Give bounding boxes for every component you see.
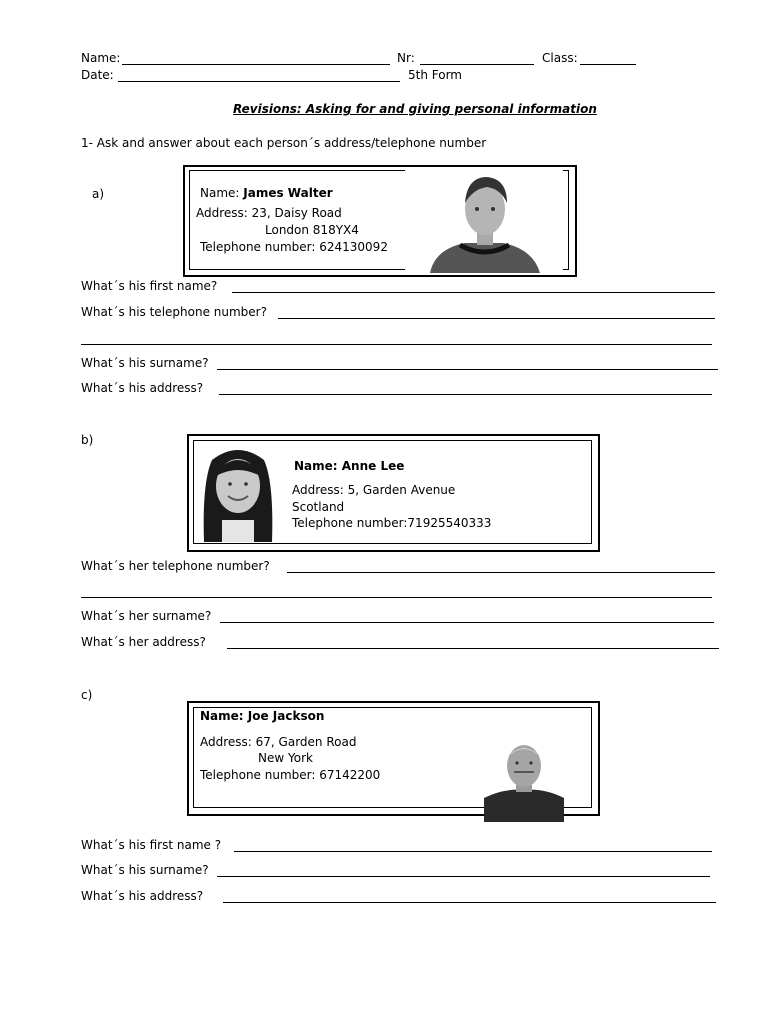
card-c-letter: c) <box>81 688 93 702</box>
class-field[interactable] <box>580 64 636 65</box>
name-label: Name: <box>81 51 121 65</box>
date-label: Date: <box>81 68 114 82</box>
question-c-surname: What´s his surname? <box>81 863 209 877</box>
answer-c-address[interactable] <box>223 902 716 903</box>
card-a-photo <box>405 167 563 273</box>
nr-label: Nr: <box>397 51 415 65</box>
card-b-phone: Telephone number:71925540333 <box>292 516 492 530</box>
class-label: Class: <box>542 51 578 65</box>
card-a-address-2: London 818YX4 <box>265 223 359 237</box>
name-field[interactable] <box>122 64 390 65</box>
card-b-letter: b) <box>81 433 94 447</box>
card-c-name: Name: Joe Jackson <box>200 709 325 723</box>
answer-a-address[interactable] <box>219 394 712 395</box>
question-c-address: What´s his address? <box>81 889 204 903</box>
answer-b-telephone-extra[interactable] <box>81 597 712 598</box>
answer-a-surname[interactable] <box>217 369 718 370</box>
answer-a-telephone-extra[interactable] <box>81 344 712 345</box>
answer-c-first-name[interactable] <box>234 851 712 852</box>
card-b-name: Name: Anne Lee <box>294 459 405 473</box>
card-a-name-label: Name: <box>200 186 240 200</box>
question-a-telephone: What´s his telephone number? <box>81 305 267 319</box>
question-b-surname: What´s her surname? <box>81 609 212 623</box>
answer-a-first-name[interactable] <box>232 292 715 293</box>
question-a-surname: What´s his surname? <box>81 356 209 370</box>
card-c-address-1: Address: 67, Garden Road <box>200 735 357 749</box>
card-b-address-2: Scotland <box>292 500 345 514</box>
card-a-letter: a) <box>92 187 105 201</box>
question-c-first-name: What´s his first name ? <box>81 838 222 852</box>
answer-b-telephone[interactable] <box>287 572 715 573</box>
card-b-address-1: Address: 5, Garden Avenue <box>292 483 456 497</box>
card-b-photo <box>198 442 278 542</box>
question-a-first-name: What´s his first name? <box>81 279 218 293</box>
card-a-address-1: Address: 23, Daisy Road <box>196 206 342 220</box>
card-c-address-2: New York <box>258 751 313 765</box>
card-a-name-row <box>200 186 333 200</box>
date-field[interactable] <box>118 81 400 82</box>
card-a-name: James Walter <box>243 186 333 200</box>
card-a-phone: Telephone number: 624130092 <box>200 240 388 254</box>
answer-b-address[interactable] <box>227 648 719 649</box>
answer-c-surname[interactable] <box>217 876 710 877</box>
question-b-telephone: What´s her telephone number? <box>81 559 270 573</box>
instruction: 1- Ask and answer about each person´s address/telephone number <box>81 136 487 150</box>
page-title: Revisions: Asking for and giving personal information <box>233 102 597 116</box>
answer-b-surname[interactable] <box>220 622 714 623</box>
answer-a-telephone[interactable] <box>278 318 715 319</box>
question-a-address: What´s his address? <box>81 381 204 395</box>
card-c-phone: Telephone number: 67142200 <box>200 768 381 782</box>
nr-field[interactable] <box>420 64 534 65</box>
card-c-photo <box>484 732 564 822</box>
form-label: 5th Form <box>408 68 462 82</box>
question-b-address: What´s her address? <box>81 635 206 649</box>
